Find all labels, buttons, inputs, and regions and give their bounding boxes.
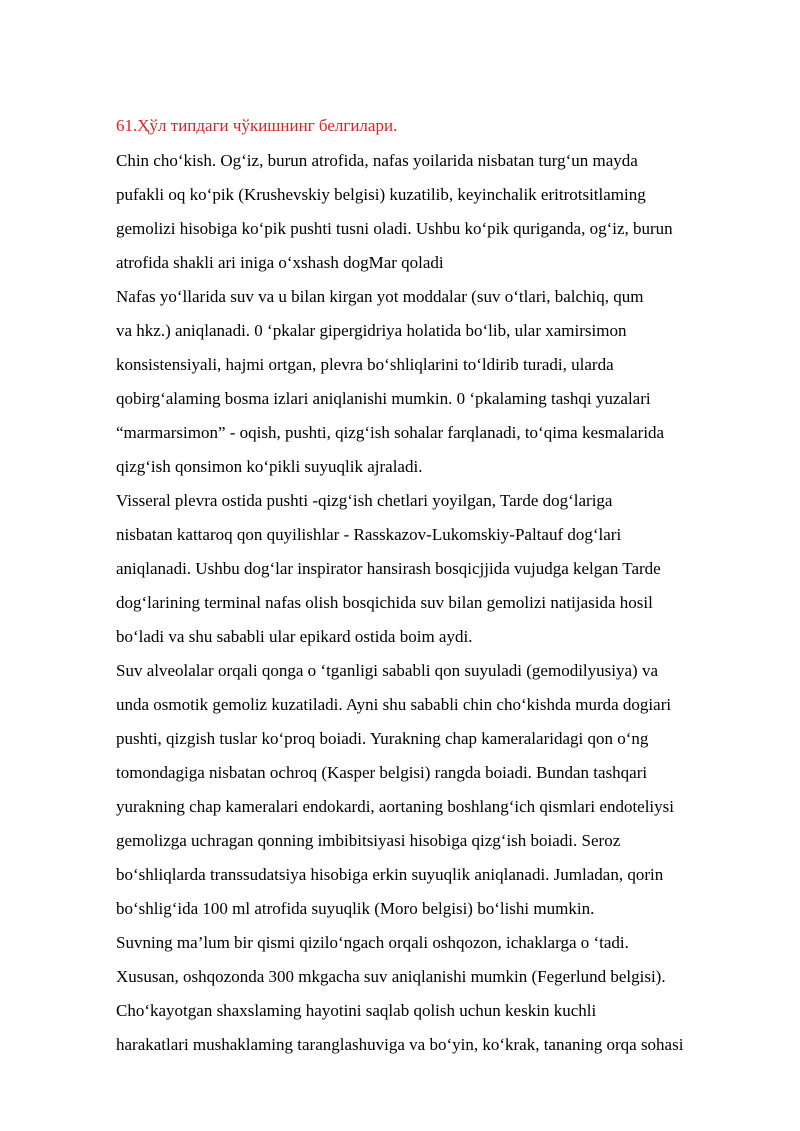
text-line: bo‘ladi va shu sababli ular epikard ostida boim aydi. (116, 627, 473, 646)
text-line: nisbatan kattaroq qon quyilishlar - Rasskazov-Lukomskiy-Paltauf dog‘lari (116, 525, 622, 544)
text-line: bo‘shlig‘ida 100 ml atrofida suyuqlik (Moro belgisi) bo‘lishi mumkin. (116, 899, 595, 918)
document-body (116, 110, 746, 1062)
text-line: pufakli oq ko‘pik (Krushevskiy belgisi) kuzatilib, keyinchalik eritrotsitlaming (116, 185, 646, 204)
text-line: unda osmotik gemoliz kuzatiladi. Ayni shu sababli chin cho‘kishda murda dogiari (116, 695, 672, 714)
text-line: konsistensiyali, hajmi ortgan, plevra bo‘shliqlarini to‘ldirib turadi, ularda (116, 355, 614, 374)
text-line: Nafas yo‘llarida suv va u bilan kirgan yot moddalar (suv o‘tlari, balchiq, qum (116, 287, 644, 306)
text-line: Visseral plevra ostida pushti -qizg‘ish chetlari yoyilgan, Tarde dog‘lariga (116, 491, 613, 510)
text-line: va hkz.) aniqlanadi. 0 ‘pkalar gipergidriya holatida bo‘lib, ular xamirsimon (116, 321, 627, 340)
text-line: Suv alveolalar orqali qonga o ‘tganligi sababli qon suyuladi (gemodilyusiya) va (116, 661, 658, 680)
text-line: pushti, qizgish tuslar ko‘proq boiadi. Yurakning chap kameralaridagi qon o‘ng (116, 729, 649, 748)
text-line: Chin cho‘kish. Og‘iz, burun atrofida, nafas yoilarida nisbatan turg‘un mayda (116, 151, 638, 170)
text-line: qizg‘ish qonsimon ko‘pikli suyuqlik ajraladi. (116, 457, 423, 476)
text-line: atrofida shakli ari iniga o‘xshash dogMar qoladi (116, 253, 444, 272)
text-line: aniqlanadi. Ushbu dog‘lar inspirator hansirash bosqicjjida vujudga kelgan Tarde (116, 559, 661, 578)
text-line: gemolizi hisobiga ko‘pik pushti tusni oladi. Ushbu ko‘pik quriganda, og‘iz, burun (116, 219, 673, 238)
text-line: Xususan, oshqozonda 300 mkgacha suv aniqlanishi mumkin (Fegerlund belgisi). (116, 967, 666, 986)
section-heading: 61.Ҳўл типдаги чўкишнинг белгилари. (116, 116, 398, 135)
text-line: qobirg‘alaming bosma izlari aniqlanishi mumkin. 0 ‘pkalaming tashqi yuzalari (116, 389, 651, 408)
text-line: dog‘larining terminal nafas olish bosqichida suv bilan gemolizi natijasida hosil (116, 593, 653, 612)
paragraph-lines (116, 144, 746, 1062)
text-line: yurakning chap kameralari endokardi, aortaning boshlang‘ich qismlari endoteliysi (116, 797, 674, 816)
text-line: harakatlari mushaklaming taranglashuviga va bo‘yin, ko‘krak, tananing orqa sohasi (116, 1035, 684, 1054)
text-line: “marmarsimon” - oqish, pushti, qizg‘ish sohalar farqlanadi, to‘qima kesmalarida (116, 423, 665, 442)
text-line: gemolizga uchragan qonning imbibitsiyasi hisobiga qizg‘ish boiadi. Seroz (116, 831, 621, 850)
text-line: Cho‘kayotgan shaxslaming hayotini saqlab qolish uchun keskin kuchli (116, 1001, 597, 1020)
text-line: tomondagiga nisbatan ochroq (Kasper belgisi) rangda boiadi. Bundan tashqari (116, 763, 648, 782)
text-line: Suvning ma’lum bir qismi qizilo‘ngach orqali oshqozon, ichaklarga o ‘tadi. (116, 933, 629, 952)
text-line: bo‘shliqlarda transsudatsiya hisobiga erkin suyuqlik aniqlanadi. Jumladan, qorin (116, 865, 664, 884)
